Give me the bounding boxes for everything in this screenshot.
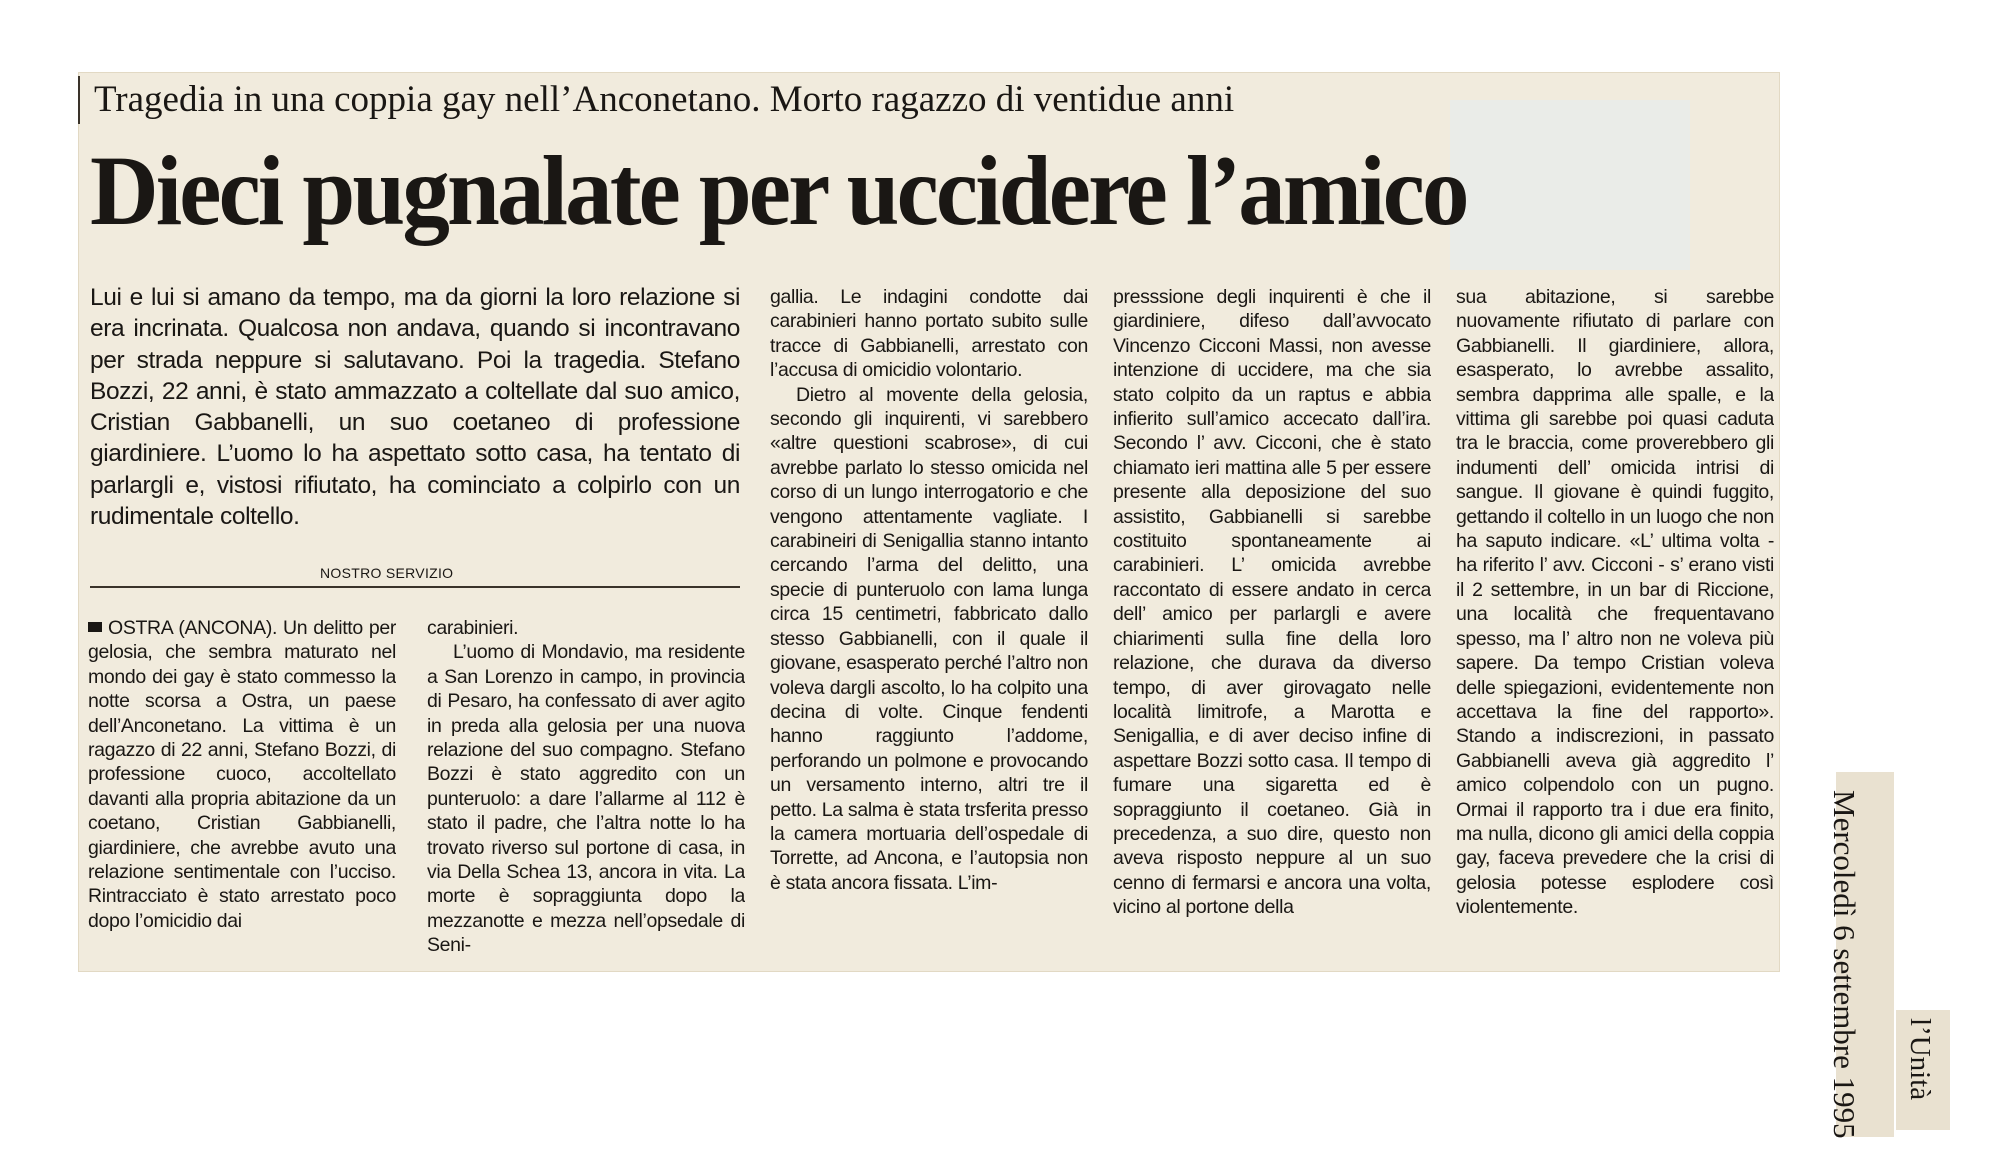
body-text: carabinieri. <box>427 617 519 639</box>
newspaper-name: l’Unità <box>1904 1018 1936 1101</box>
body-text: sua abitazione, si sarebbe nuovamente rifiutato di parlare con Gabbianelli. Il giardiniere, allora, esasperato, lo avrebbe assalito, sembra dapprima alle spalle, e la vittima gli sarebbe poi quasi caduta tra le braccia, come proverebbero gli indumenti dell’ omicida intrisi di sangue. Il giovane è quindi fuggito, gettando il coltello in un luogo che non ha saputo indicare. «L’ ultima volta - ha riferito l’ avv. Cicconi - s’ erano visti il 2 settembre, in un bar di Riccione, una località che frequentavano spesso, ma l’ altro non ne voleva più sapere. Da tempo Cristian voleva delle spiegazioni, evidentemente non accettava la fine del rapporto». Stando a indiscrezioni, in passato Gabbianelli aveva già aggredito l’ amico colpendolo con un pugno. Ormai il rapporto tra i due era finito, ma nulla, dicono gli amici della coppia gay, faceva prevedere che la crisi di gelosia potesse esplodere così violentemente. <box>1456 286 1774 919</box>
dateline: Mercoledì 6 settembre 1995 <box>1827 790 1862 1139</box>
bullet-icon <box>88 622 102 632</box>
body-text: presssione degli inquirenti è che il giardiniere, difeso dall’avvocato Vincenzo Cicconi Massi, non avesse intenzione di uccidere, ma che sia stato colpito da un raptus e abbia infierito sull’amico accecato dall’ira. Secondo l’ avv. Cicconi, che è stato chiamato ieri mattina alle 5 per essere presente alla deposizione del suo assistito, Gabbianelli si sarebbe costituito spontaneamente ai carabinieri. L’ omicida avrebbe raccontato di essere andato in cerca dell’ amico per parlargli e avere chiarimenti sulla fine della loro relazione, che durava da diverso tempo, di aver girovagato nelle località limitrofe, a Marotta e Senigallia, e di aver deciso infine di aspettare Bozzi sotto casa. Il tempo di fumare una sigaretta ed è sopraggiunto il coetaneo. Già in precedenza, a suo dire, questo non aveva risposto neppure al un suo cenno di fermarsi e ancora una volta, vicino al portone della <box>1113 286 1431 919</box>
body-text: OSTRA (ANCONA). Un delitto per gelosia, che sembra maturato nel mondo dei gay è stato commesso la notte scorsa a Ostra, un paese dell’Anconetano. La vittima è un ragazzo di 22 anni, Stefano Bozzi, di professione cuoco, accoltellato davanti alla propria abitazione da un coetano, Cristian Gabbianelli, giardiniere, che avrebbe avuto una relazione sentimentale con l’ucciso. Rintracciato è stato arrestato poco dopo l’omicidio dai <box>88 617 396 932</box>
headline: Dieci pugnalate per uccidere l’amico <box>90 135 1467 246</box>
body-text: gallia. Le indagini condotte dai carabinieri hanno portato subito sulle tracce di Gabbianelli, arrestato con l’accusa di omicidio volontario. <box>770 286 1088 382</box>
article-column-5 <box>1456 285 1774 965</box>
byline: NOSTRO SERVIZIO <box>320 565 454 581</box>
article-column-2 <box>427 616 745 966</box>
article-column-1 <box>88 616 396 966</box>
body-text: L’uomo di Mondavio, ma residente a San Lorenzo in campo, in provincia di Pesaro, ha confessato di aver agito in preda alla gelosia per una nuova relazione del suo compagno. Stefano Bozzi è stato aggredito con un punteruolo: a dare l’allarme al 112 è stato il padre, che l’altra notte lo ha trovato riverso sul portone di casa, in via Della Schea 13, ancora in vita. La morte è sopraggiunta dopo la mezzanotte e mezza nell’opsedale di Seni- <box>427 641 745 957</box>
lead-paragraph: Lui e lui si amano da tempo, ma da giorni la loro relazione si era incrinata. Qualcosa non andava, quando si incontravano per strada neppure si salutavano. Poi la tragedia. Stefano Bozzi, 22 anni, è stato ammazzato a coltellate dal suo amico, Cristian Gabbanelli, un suo coetaneo di professione giardiniere. L’uomo lo ha aspettato sotto casa, ha tentato di parlargli e, vistosi rifiutato, ha cominciato a colpirlo con un rudimentale coltello. <box>90 284 740 531</box>
body-text: Dietro al movente della gelosia, secondo gli inquirenti, vi sarebbero «altre questioni scabrose», di cui avrebbe parlato lo stesso omicida nel corso di un lungo interrogatorio e che vengono attentamente vagliate. I carabineiri di Senigallia stanno intanto cercando l’arma del delitto, una specie di punteruolo con lama lunga circa 15 centimetri, fabbricato dallo stesso Gabbianelli, con il quale il giovane, esasperato perché l’altro non voleva dargli ascolto, lo ha colpito una decina di volte. Cinque fendenti hanno raggiunto l’addome, perforando un polmone e provocando un versamento interno, altri tre il petto. La salma è stata trsferita presso la camera mortuaria dell’ospedale di Torrette, ad Ancona, e l’autopsia non è stata ancora fissata. L’im- <box>770 383 1088 894</box>
kicker: Tragedia in una coppia gay nell’Anconetano. Morto ragazzo di ventidue anni <box>78 76 1394 124</box>
article-column-4 <box>1113 285 1431 965</box>
byline-rule <box>90 586 740 588</box>
article-column-3 <box>770 285 1088 965</box>
